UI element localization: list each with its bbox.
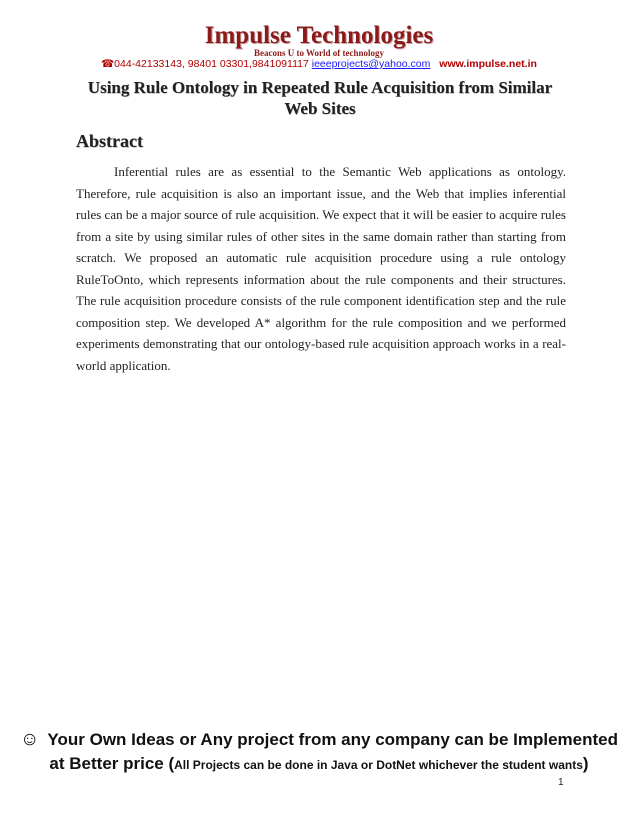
promo-line-1-text: Your Own Ideas or Any project from any company can be Implemented [47, 730, 618, 749]
smiley-icon: ☺ [20, 729, 40, 750]
contact-line [0, 58, 638, 70]
email-link[interactable]: ieeeprojects@yahoo.com [311, 58, 431, 70]
promo-line-2 [0, 752, 638, 777]
website-text: www.impulse.net.in [439, 58, 537, 70]
company-tagline: Beacons U to World of technology [253, 48, 385, 58]
abstract-heading: Abstract [76, 131, 143, 151]
abstract-text: Inferential rules are as essential to the Semantic Web applications as ontology. Therefore, rule acquisition is also an important issue, and the Web that implies inferential rules can be a major source of rule acquisition. We expect that it will be easier to acquire rules from a site by using similar rules of other sites in the same domain rather than starting from scratch. We proposed an automatic rule acquisition procedure using a rule ontology RuleToOnto, which represents information about the rule components and their structures. The rule acquisition procedure consists of the rule component identification step and the rule composition step. We developed A* algorithm for the rule composition and we performed experiments demonstrating that our ontology-based rule acquisition approach works in a real-world application. [76, 164, 566, 373]
promo-line-2-main: at Better price ( [49, 754, 175, 773]
promo-banner [0, 728, 638, 777]
company-name: Impulse Technologies [204, 22, 434, 49]
paper-title: Using Rule Ontology in Repeated Rule Acquisition from Similar Web Sites [87, 78, 553, 118]
phone-numbers: 044-42133143, 98401 03301,9841091117 [114, 58, 309, 70]
promo-line-2-close: ) [582, 754, 589, 773]
promo-line-2-note: All Projects can be done in Java or DotNet whichever the student wants [174, 758, 583, 772]
phone-icon: ☎ [101, 58, 115, 70]
promo-line-1 [0, 728, 638, 752]
page-number: 1 [558, 777, 564, 788]
